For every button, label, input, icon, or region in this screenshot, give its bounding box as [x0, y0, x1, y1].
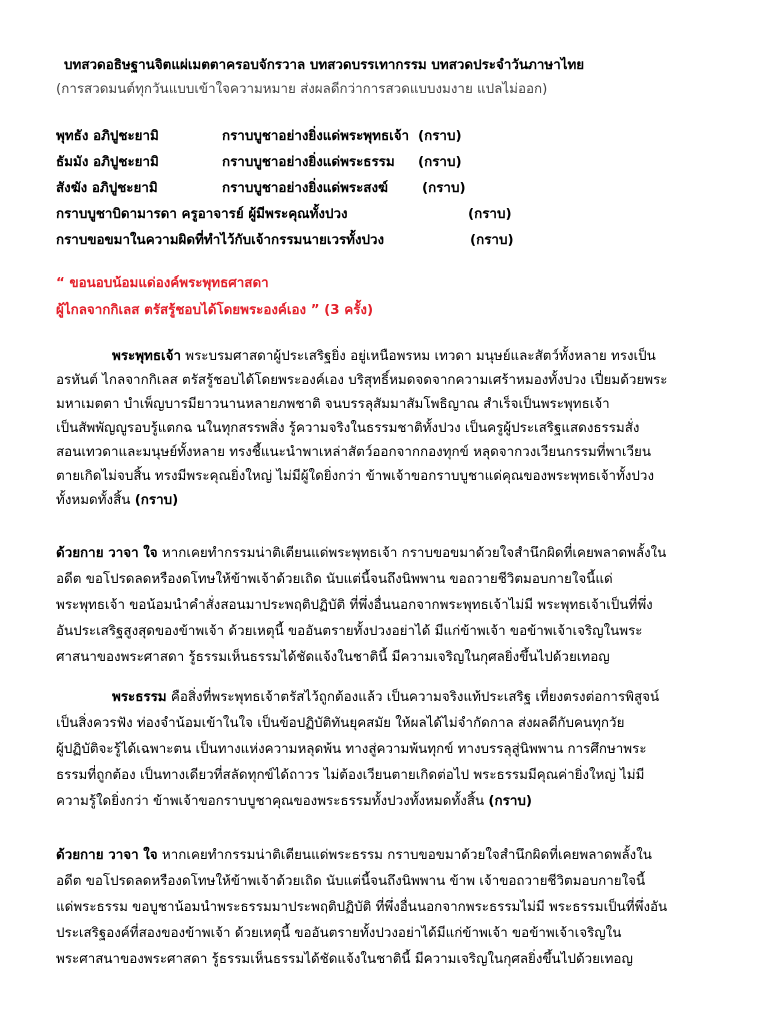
paragraph-line: เป็นสิ่งควรฟัง ท่องจำน้อมเข้าในใจ เป็นข้อปฏิบัติทันยุคสมัย ให้ผลได้ไม่จำกัดกาล ส่งผลดีกับคนทุกวัย	[56, 716, 625, 731]
worship-end-4: (กราบ)	[468, 207, 512, 222]
paragraph-line: อดีต ขอโปรดลดหรืองดโทษให้ข้าพเจ้าด้วยเถิด นับแต่นี้จนถึงนิพพาน ข้าพ เจ้าขอถวายชีวิตมอบกายใจนี้	[56, 874, 646, 889]
paragraph-line: ศาสนาของพระศาสดา รู้ธรรมเห็นธรรมได้ชัดแจ้งในชาตินี้ มีความเจริญในกุศลยิ่งขึ้นไปด้วยเทอญ	[56, 650, 610, 665]
worship-end-1: (กราบ)	[418, 129, 462, 144]
worship-end-5: (กราบ)	[470, 233, 514, 248]
paragraph-line: มหาเมตตา บำเพ็ญบารมียาวนานหลายภพชาติ จนบรรลุสัมมาสัมโพธิญาณ สำเร็จเป็นพระพุทธเจ้า	[56, 397, 610, 412]
worship-pali-5: กราบขอขมาในความผิดที่ทำไว้กับเจ้ากรรมนายเวรทั้งปวง	[56, 233, 385, 248]
paragraph-line: อดีต ขอโปรดลดหรืองดโทษให้ข้าพเจ้าด้วยเถิด นับแต่นี้จนถึงนิพพาน ขอถวายชีวิตมอบกายใจนี้แด่	[56, 572, 613, 587]
paragraph-line: คือสิ่งที่พระพุทธเจ้าตรัสไว้ถูกต้องแล้ว เป็นความจริงแท้ประเสริฐ เที่ยงตรงต่อการพิสูจน์	[170, 690, 660, 705]
worship-meaning-3: กราบบูชาอย่างยิ่งแด่พระสงฆ์	[222, 181, 388, 196]
worship-pali-2: ธัมมัง อภิปูชะยามิ	[56, 155, 159, 170]
quote-line-2: ผู้ไกลจากกิเลส ตรัสรู้ชอบได้โดยพระองค์เอง ” (3 ครั้ง)	[56, 303, 374, 318]
worship-pali-4: กราบบูชาบิดามารดา ครูอาจารย์ ผู้มีพระคุณทั้งปวง	[56, 207, 348, 222]
worship-end-3: (กราบ)	[422, 181, 466, 196]
paragraph-line: เป็นสัพพัญญูรอบรู้แตกฉ นในทุกสรรพสิ่ง รู้ความจริงในธรรมชาติทั้งปวง เป็นครูผู้ประเสริฐแสดงธรรมสั่ง	[56, 421, 640, 436]
worship-pali-1: พุทธัง อภิปูชะยามิ	[56, 129, 159, 144]
paragraph-lead: พระธรรม	[112, 690, 167, 705]
document-title: บทสวดอธิษฐานจิตแผ่เมตตาครอบจักรวาล บทสวดบรรเทากรรม บทสวดประจำวันภาษาไทย	[64, 58, 585, 73]
document-subtitle: (การสวดมนต์ทุกวันแบบเข้าใจความหมาย ส่งผลดีกว่าการสวดแบบงมงาย แปลไม่ออก)	[56, 82, 548, 97]
worship-meaning-2: กราบบูชาอย่างยิ่งแด่พระธรรม	[222, 155, 395, 170]
prostrate-mark: (กราบ)	[488, 794, 532, 809]
paragraph-line: หากเคยทำกรรมน่าติเตียนแด่พระธรรม กราบขอขมาด้วยใจสำนึกผิดที่เคยพลาดพลั้งใน	[161, 848, 652, 863]
paragraph-line: พระศาสนาของพระศาสดา รู้ธรรมเห็นธรรมได้ชัดแจ้งในชาตินี้ มีความเจริญในกุศลยิ่งขึ้นไปด้วยเทอญ	[56, 952, 633, 967]
paragraph-line: ธรรมที่ถูกต้อง เป็นทางเดียวที่สลัดทุกข์ได้ถาวร ไม่ต้องเวียนตายเกิดต่อไป พระธรรมมีคุณค่ายิ่งใหญ่ ไม่มี	[56, 768, 645, 783]
paragraph-line: ความรู้ใดยิ่งกว่า ข้าพเจ้าขอกราบบูชาคุณของพระธรรมทั้งปวงทั้งหมดทั้งสิ้น	[56, 794, 485, 809]
worship-pali-3: สังฆัง อภิปูชะยามิ	[56, 181, 158, 196]
paragraph-line: อรหันต์ ไกลจากกิเลส ตรัสรู้ชอบได้โดยพระองค์เอง บริสุทธิ์หมดจดจากความเศร้าหมองทั้งปวง เปี่ยมด้วยพระ	[56, 373, 668, 388]
paragraph-line: สอนเทวดาและมนุษย์ทั้งหลาย ทรงชี้แนะนำพาเหล่าสัตว์ออกจากกองทุกข์ หลุดจากวงเวียนกรรมที่พาเวียน	[56, 445, 652, 460]
worship-end-2: (กราบ)	[418, 155, 462, 170]
paragraph-line: ผู้ปฏิบัติจะรู้ได้เฉพาะตน เป็นทางแห่งความหลุดพ้น ทางสู่ความพ้นทุกข์ ทางบรรลุสู่นิพพาน การศึกษาพระ	[56, 742, 647, 757]
paragraph-lead: ด้วยกาย วาจา ใจ	[56, 546, 158, 561]
quote-line-1: “ ขอนอบน้อมแด่องค์พระพุทธศาสดา	[56, 276, 269, 291]
paragraph-line: พระพุทธเจ้า ขอน้อมนำคำสั่งสอนมาประพฤติปฏิบัติ ที่พึ่งอื่นนอกจากพระพุทธเจ้าไม่มี พระพุทธเจ้าเป็นที่พึ่ง	[56, 598, 653, 613]
paragraph-line: แด่พระธรรม ขอบูชาน้อมนำพระธรรมมาประพฤติปฏิบัติ ที่พึ่งอื่นนอกจากพระธรรมไม่มี พระธรรมเป็นที่พึ่งอัน	[56, 900, 668, 915]
paragraph-line: ทั้งหมดทั้งสิ้น	[56, 493, 131, 508]
paragraph-lead: ด้วยกาย วาจา ใจ	[56, 848, 158, 863]
paragraph-line: หากเคยทำกรรมน่าติเตียนแด่พระพุทธเจ้า กราบขอขมาด้วยใจสำนึกผิดที่เคยพลาดพลั้งใน	[161, 546, 667, 561]
paragraph-line: อันประเสริฐสูงสุดของข้าพเจ้า ด้วยเหตุนี้ ขออันตรายทั้งปวงอย่าได้ มีแก่ข้าพเจ้า ขอข้าพเจ้าเจริญในพระ	[56, 624, 643, 639]
prostrate-mark: (กราบ)	[134, 493, 179, 508]
worship-meaning-1: กราบบูชาอย่างยิ่งแด่พระพุทธเจ้า	[222, 129, 410, 144]
paragraph-line: พระบรมศาสดาผู้ประเสริฐยิ่ง อยู่เหนือพรหม เทวดา มนุษย์และสัตว์ทั้งหลาย ทรงเป็น	[185, 349, 656, 364]
paragraph-line: ประเสริฐองค์ที่สองของข้าพเจ้า ด้วยเหตุนี้ ขออันตรายทั้งปวงอย่าได้มีแก่ข้าพเจ้า ขอข้าพเจ้าเจริญใน	[56, 926, 622, 941]
paragraph-line: ตายเกิดไม่จบสิ้น ทรงมีพระคุณยิ่งใหญ่ ไม่มีผู้ใดยิ่งกว่า ข้าพเจ้าขอกราบบูชาแด่คุณของพระพุทธเจ้าทั้งปวง	[56, 469, 654, 484]
paragraph-lead: พระพุทธเจ้า	[112, 349, 181, 364]
